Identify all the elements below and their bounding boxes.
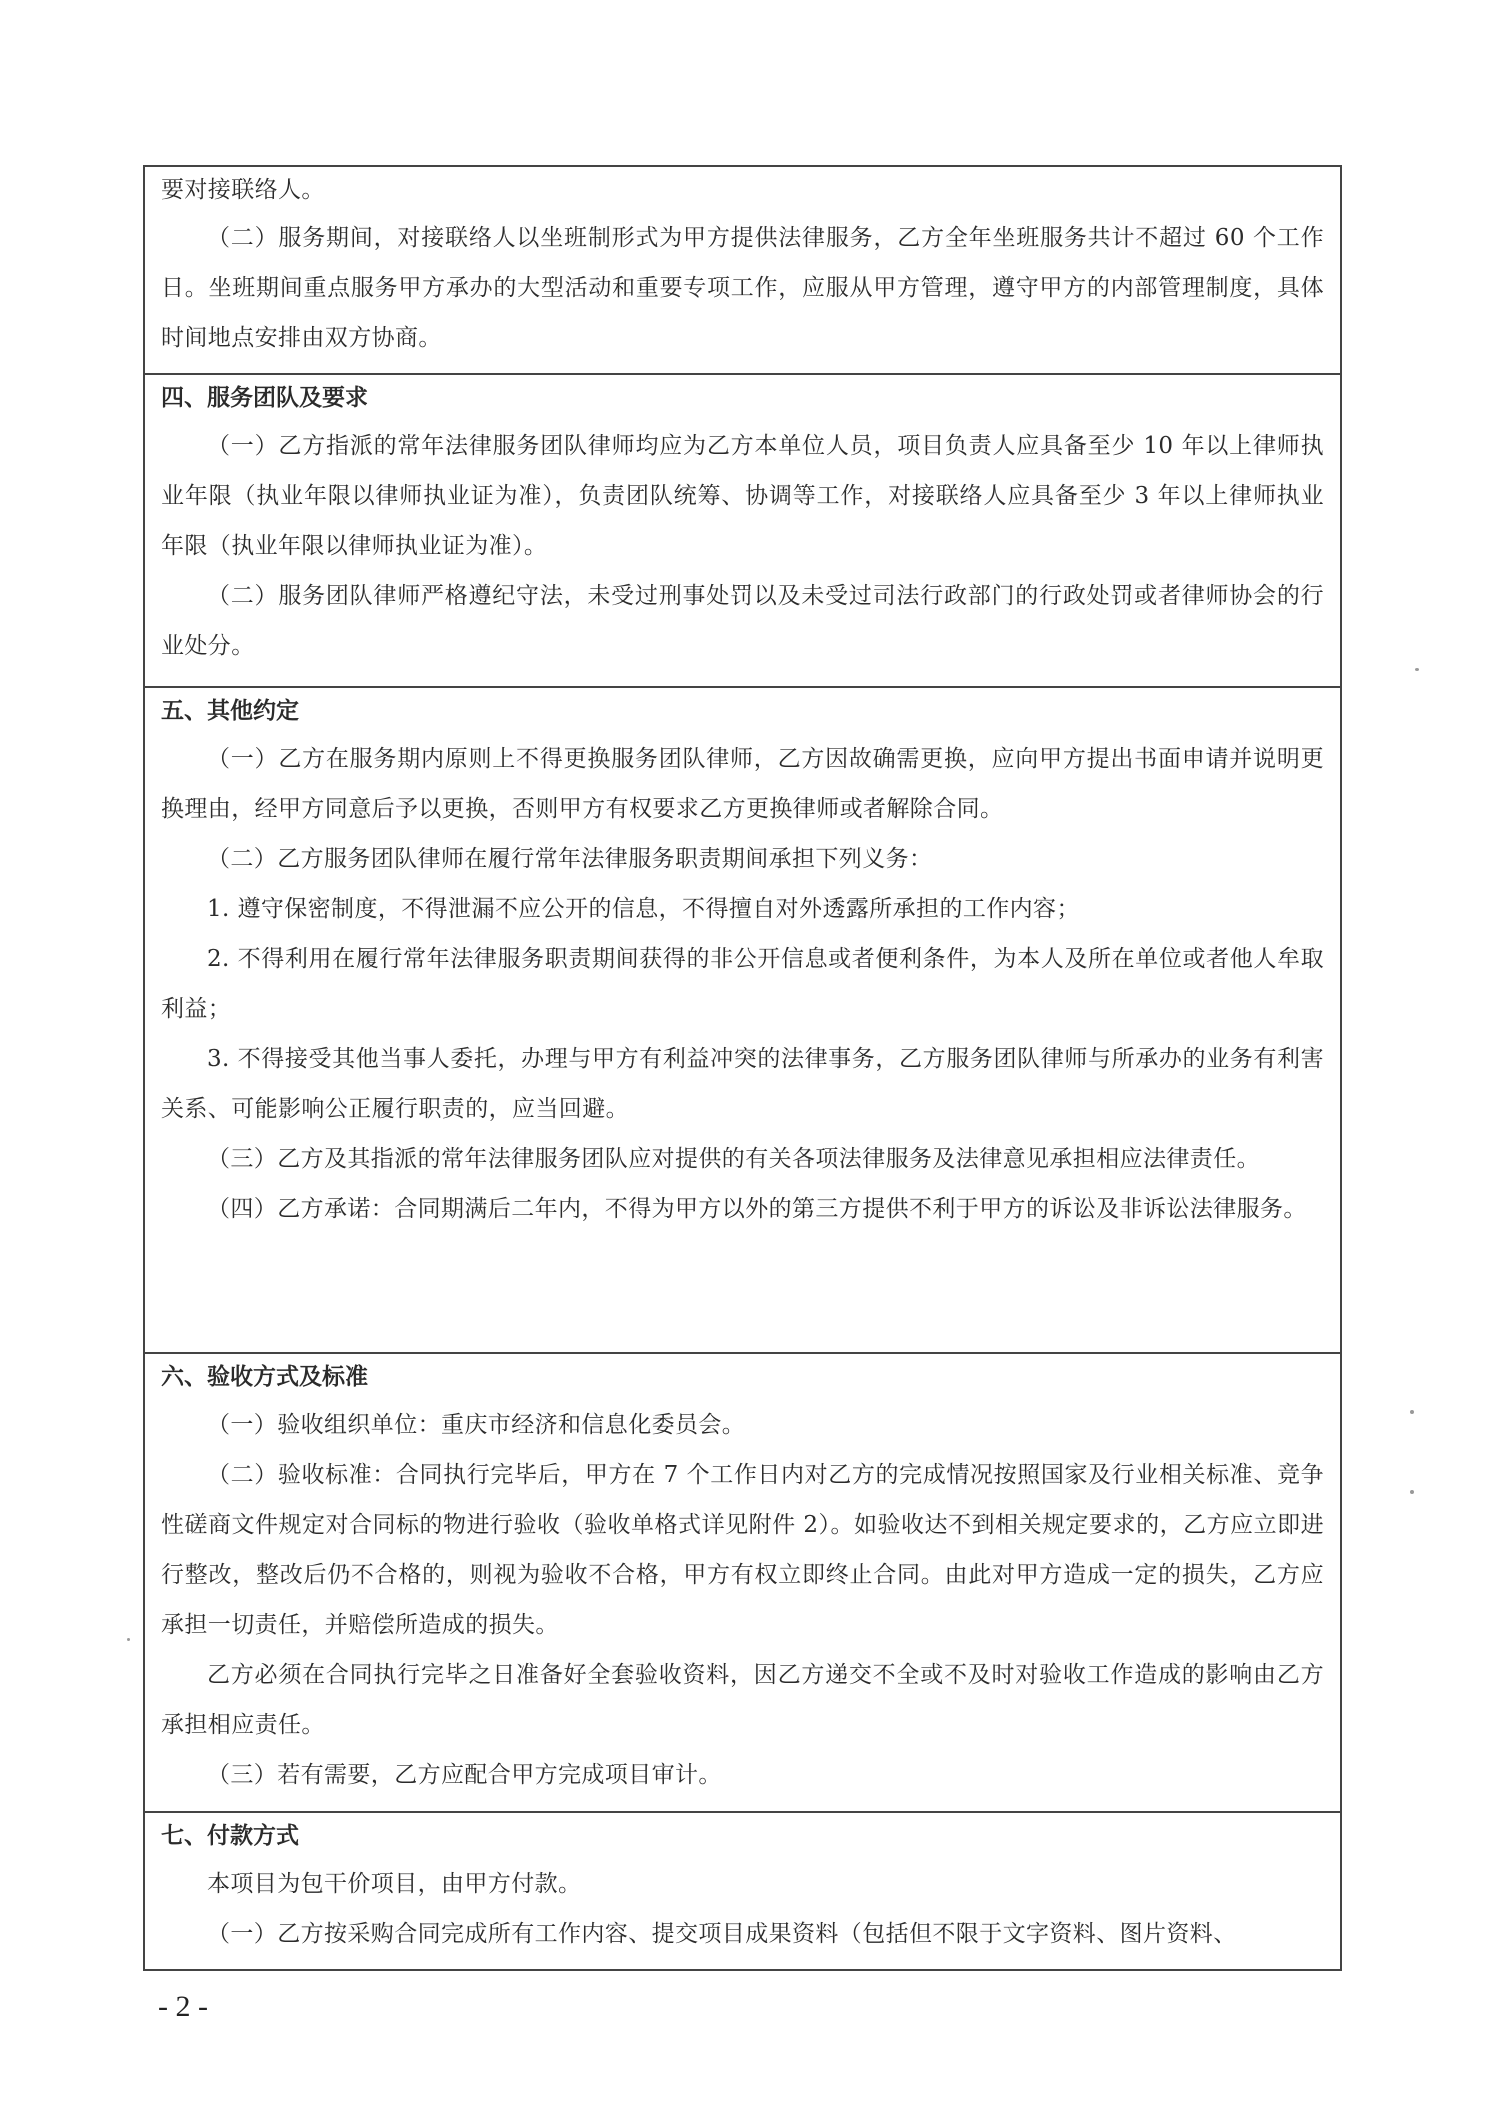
section-3-para-2: （二）服务期间，对接联络人以坐班制形式为甲方提供法律服务，乙方全年坐班服务共计不超过 60 个工作日。坐班期间重点服务甲方承办的大型活动和重要专项工作，应服从甲方管理，遵守甲方的内部管理制度，具体时间地点安排由双方协商。: [161, 225, 1324, 351]
section-3-line-1: 要对接联络人。: [161, 177, 325, 203]
section-5-para-1: （一）乙方在服务期内原则上不得更换服务团队律师，乙方因故确需更换，应向甲方提出书面申请并说明更换理由，经甲方同意后予以更换，否则甲方有权要求乙方更换律师或者解除合同。: [161, 746, 1324, 822]
contract-table: [143, 165, 1342, 1971]
section-3-continued: [145, 167, 1340, 375]
section-6-para-4: （三）若有需要，乙方应配合甲方完成项目审计。: [207, 1762, 722, 1788]
section-5-para-2: （二）乙方服务团队律师在履行常年法律服务职责期间承担下列义务：: [207, 846, 933, 872]
section-7-heading: 七、付款方式: [161, 1822, 299, 1849]
section-7-para-1: 本项目为包干价项目，由甲方付款。: [207, 1871, 582, 1897]
section-5-item-3: 3. 不得接受其他当事人委托，办理与甲方有利益冲突的法律事务，乙方服务团队律师与所承办的业务有利害关系、可能影响公正履行职责的，应当回避。: [161, 1046, 1324, 1122]
section-5-para-3: （三）乙方及其指派的常年法律服务团队应对提供的有关各项法律服务及法律意见承担相应法律责任。: [207, 1146, 1260, 1172]
section-5-heading: 五、其他约定: [161, 697, 299, 724]
scan-speck: [1415, 668, 1419, 671]
section-5-item-2: 2. 不得利用在履行常年法律服务职责期间获得的非公开信息或者便利条件，为本人及所在单位或者他人牟取利益；: [161, 946, 1324, 1022]
page-number: - 2 -: [158, 1990, 208, 2023]
section-5: [145, 688, 1340, 1354]
section-7-para-2: （一）乙方按采购合同完成所有工作内容、提交项目成果资料（包括但不限于文字资料、图片资料、: [207, 1921, 1237, 1947]
section-4: [145, 375, 1340, 688]
section-5-para-4: （四）乙方承诺：合同期满后二年内，不得为甲方以外的第三方提供不利于甲方的诉讼及非诉讼法律服务。: [207, 1196, 1307, 1222]
scan-speck: [127, 1638, 130, 1641]
section-4-para-1: （一）乙方指派的常年法律服务团队律师均应为乙方本单位人员，项目负责人应具备至少 10 年以上律师执业年限（执业年限以律师执业证为准），负责团队统筹、协调等工作，对接联络人应具备至少 3 年以上律师执业年限（执业年限以律师执业证为准）。: [161, 433, 1324, 559]
scan-speck: [1410, 1410, 1414, 1414]
section-4-heading: 四、服务团队及要求: [161, 384, 368, 411]
section-6: [145, 1354, 1340, 1813]
section-6-para-3: 乙方必须在合同执行完毕之日准备好全套验收资料，因乙方递交不全或不及时对验收工作造成的影响由乙方承担相应责任。: [161, 1662, 1324, 1738]
section-7: [145, 1813, 1340, 1969]
section-6-para-2: （二）验收标准：合同执行完毕后，甲方在 7 个工作日内对乙方的完成情况按照国家及行业相关标准、竞争性磋商文件规定对合同标的物进行验收（验收单格式详见附件 2）。如验收达不到相关规定要求的，乙方应立即进行整改，整改后仍不合格的，则视为验收不合格，甲方有权立即终止合同。由此对甲方造成一定的损失，乙方应承担一切责任，并赔偿所造成的损失。: [161, 1462, 1324, 1638]
section-5-item-1: 1. 遵守保密制度，不得泄漏不应公开的信息，不得擅自对外透露所承担的工作内容；: [207, 896, 1080, 922]
section-6-para-1: （一）验收组织单位：重庆市经济和信息化委员会。: [207, 1412, 746, 1438]
scan-speck: [1410, 1490, 1414, 1494]
section-6-heading: 六、验收方式及标准: [161, 1363, 368, 1390]
section-4-para-2: （二）服务团队律师严格遵纪守法，未受过刑事处罚以及未受过司法行政部门的行政处罚或者律师协会的行业处分。: [161, 583, 1324, 659]
